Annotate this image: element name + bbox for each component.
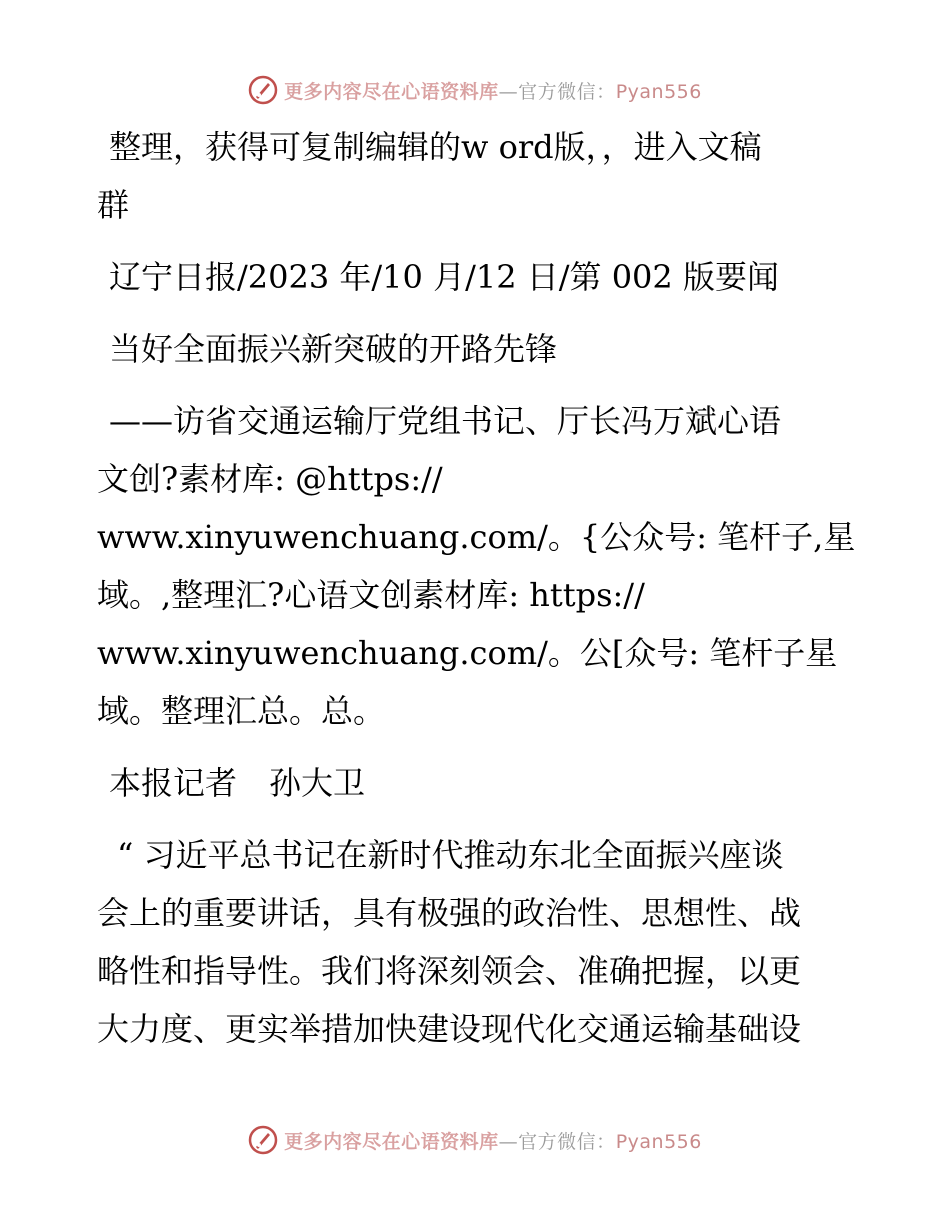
watermark-text: [284, 1127, 702, 1154]
header-watermark: [0, 70, 950, 110]
watermark-official: 官方微信：: [518, 1130, 616, 1153]
subtitle-line-5: www.xinyuwenchuang.com/。公[众号: 笔杆子星: [97, 634, 838, 672]
paragraph-line-4: 大力度、更实举措加快建设现代化交通运输基础设: [97, 1010, 802, 1048]
subtitle-line-6: 域。整理汇总。总。: [97, 692, 386, 730]
reporter-line: 本报记者 孙大卫: [109, 764, 366, 802]
feather-logo-icon: [248, 75, 278, 105]
watermark-site: 更多内容尽在心语资料库: [284, 1130, 499, 1153]
watermark-separator: —: [498, 80, 519, 103]
watermark-site: 更多内容尽在心语资料库: [284, 80, 499, 103]
intro-line-2: 群: [97, 186, 130, 224]
document-body: [97, 118, 857, 1058]
paragraph-line-3: 略性和指导性。我们将深刻领会、准确把握，以更: [97, 952, 802, 990]
intro-line-1: 整理，获得可复制编辑的w ord版，，进入文稿: [109, 128, 762, 166]
watermark-wechat-id: Pyan556: [615, 1130, 702, 1153]
subtitle-line-3: www.xinyuwenchuang.com/。{公众号: 笔杆子,星: [97, 518, 856, 556]
feather-logo-icon: [248, 1125, 278, 1155]
subtitle-line-4: 域。,整理汇?心语文创素材库: https://: [97, 576, 645, 614]
watermark-official: 官方微信：: [518, 80, 616, 103]
footer-watermark: [0, 1120, 950, 1160]
article-title: 当好全面振兴新突破的开路先锋: [109, 330, 558, 368]
paragraph-line-2: 会上的重要讲话，具有极强的政治性、思想性、战: [97, 894, 802, 932]
subtitle-line-2: 文创?素材库: @https://: [97, 460, 443, 498]
source-line: 辽宁日报/2023 年/10 月/12 日/第 002 版要闻: [109, 258, 779, 296]
watermark-separator: —: [498, 1130, 519, 1153]
watermark-wechat-id: Pyan556: [615, 80, 702, 103]
subtitle-line-1: ——访省交通运输厅党组书记、厅长冯万斌心语: [109, 402, 782, 440]
watermark-text: [284, 77, 702, 104]
paragraph-line-1: “ 习近平总书记在新时代推动东北全面振兴座谈: [117, 836, 784, 874]
